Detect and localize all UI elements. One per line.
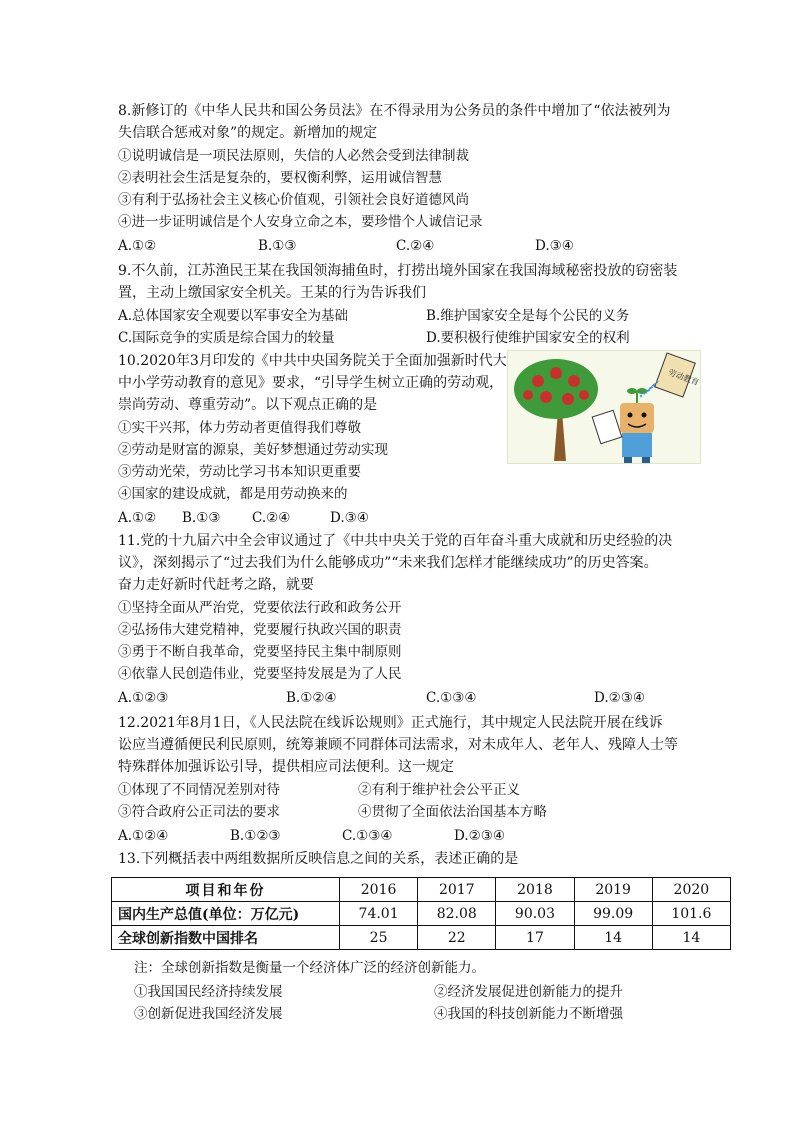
q11-statement-3: ③勇于不断自我革命，党要坚持民主集中制原则	[118, 644, 402, 660]
q11-stem-line1: 11.党的十九届六中全会审议通过了《中共中央关于党的百年奋斗重大成就和历史经验的决	[118, 533, 673, 549]
table-cell: 82.08	[418, 902, 496, 926]
q8-statement-2: ②表明社会生活是复杂的，要权衡利弊，运用诚信智慧	[118, 170, 442, 186]
table-year: 2017	[418, 878, 496, 902]
q10-stem-line1: 10.2020年3月印发的《中共中央国务院关于全面加强新时代大	[118, 353, 507, 369]
q10-option-b: B.①③	[182, 510, 221, 526]
q10-stem-line3: 崇尚劳动、尊重劳动”。以下观点正确的是	[118, 397, 378, 413]
q13-statement-2: ②经济发展促进创新能力的提升	[434, 984, 623, 1000]
q9-option-b: B.维护国家安全是每个公民的义务	[426, 308, 630, 324]
q10-statement-3: ③劳动光荣，劳动比学习书本知识更重要	[118, 464, 361, 480]
q12-stem-line3: 特殊群体加强诉讼引导，提供相应司法便利。这一规定	[118, 759, 454, 775]
q12-stem-line1: 12.2021年8月1日，《人民法院在线诉讼规则》正式施行，其中规定人民法院开展在线诉	[118, 715, 663, 731]
q10-statement-2: ②劳动是财富的源泉，美好梦想通过劳动实现	[118, 442, 388, 458]
gdp-innovation-table	[111, 877, 731, 950]
q13-statement-1: ①我国国民经济持续发展	[134, 984, 283, 1000]
table-cell: 90.03	[496, 902, 574, 926]
q13-statement-4: ④我国的科技创新能力不断增强	[434, 1006, 623, 1022]
q9-option-a: A.总体国家安全观要以军事安全为基础	[118, 308, 349, 324]
q11-statement-1: ①坚持全面从严治党，党要依法行政和政务公开	[118, 600, 402, 616]
table-cell: 101.6	[652, 902, 730, 926]
q13-stem: 13.下列概括表中两组数据所反映信息之间的关系，表述正确的是	[118, 851, 519, 867]
table-cell: 25	[340, 926, 418, 950]
q11-option-d: D.②③④	[594, 690, 645, 706]
tree-and-child-drawing	[508, 351, 700, 463]
q10-option-a: A.①②	[118, 510, 157, 526]
q12-option-c: C.①③④	[342, 828, 393, 844]
table-year: 2019	[574, 878, 652, 902]
table-year: 2020	[652, 878, 730, 902]
q13-statement-3: ③创新促进我国经济发展	[134, 1006, 283, 1022]
q11-statement-2: ②弘扬伟大建党精神，党要履行执政兴国的职责	[118, 622, 402, 638]
q8-option-c: C.②④	[396, 238, 435, 254]
q12-option-d: D.②③④	[454, 828, 505, 844]
q8-statement-1: ①说明诚信是一项民法原则，失信的人必然会受到法律制裁	[118, 148, 469, 164]
q12-statement-4: ④贯彻了全面依法治国基本方略	[358, 804, 547, 820]
q10-statement-1: ①实干兴邦，体力劳动者更值得我们尊敬	[118, 420, 361, 436]
q8-option-a: A.①②	[118, 238, 157, 254]
table-cell: 99.09	[574, 902, 652, 926]
book-label: 劳动教育	[667, 367, 700, 388]
table-year: 2018	[496, 878, 574, 902]
q12-statement-1: ①体现了不同情况差别对待	[118, 782, 280, 798]
q9-stem-line1: 9.不久前，江苏渔民王某在我国领海捕鱼时，打捞出境外国家在我国海域秘密投放的窃密装	[118, 263, 678, 279]
q11-option-b: B.①②④	[286, 690, 337, 706]
q8-statement-3: ③有利于弘扬社会主义核心价值观，引领社会良好道德风尚	[118, 192, 469, 208]
q12-statement-3: ③符合政府公正司法的要求	[118, 804, 280, 820]
q11-statement-4: ④依靠人民创造伟业，党要坚持发展是为了人民	[118, 666, 402, 682]
q9-stem-line2: 置，主动上缴国家安全机关。王某的行为告诉我们	[118, 285, 426, 301]
q8-option-b: B.①③	[258, 238, 297, 254]
table-year: 2016	[340, 878, 418, 902]
table-header-row	[112, 878, 731, 902]
q11-option-c: C.①③④	[426, 690, 477, 706]
q12-stem-line2: 讼应当遵循便民利民原则，统筹兼顾不同群体司法需求，对未成年人、老年人、残障人士等	[118, 737, 678, 753]
table-cell: 17	[496, 926, 574, 950]
q10-stem-line2: 中小学劳动教育的意见》要求，“引导学生树立正确的劳动观，	[118, 375, 504, 391]
q11-stem-line2: 议》，深刻揭示了“过去我们为什么能够成功”“未来我们怎样才能继续成功”的历史答案。	[118, 555, 658, 571]
q8-option-d: D.③④	[535, 238, 574, 254]
table-cell: 14	[652, 926, 730, 950]
q12-option-b: B.①②③	[230, 828, 281, 844]
table-row	[112, 926, 731, 950]
labor-education-illustration	[507, 350, 701, 464]
q10-statement-4: ④国家的建设成就，都是用劳动换来的	[118, 486, 348, 502]
q8-statement-4: ④进一步证明诚信是个人安身立命之本，要珍惜个人诚信记录	[118, 214, 483, 230]
q10-option-c: C.②④	[252, 510, 291, 526]
q12-statement-2: ②有利于维护社会公平正义	[358, 782, 520, 798]
table-header-label: 项目和年份	[112, 878, 340, 902]
q11-option-a: A.①②③	[118, 690, 169, 706]
child-head-icon	[620, 403, 654, 433]
q12-option-a: A.①②④	[118, 828, 169, 844]
q8-stem-line1: 8.新修订的《中华人民共和国公务员法》在不得录用为公务员的条件中增加了“依法被列为	[118, 103, 671, 119]
row-label-gdp: 国内生产总值(单位：万亿元)	[112, 902, 340, 926]
q13-note: 注：全球创新指数是衡量一个经济体广泛的经济创新能力。	[134, 960, 485, 976]
table-cell: 22	[418, 926, 496, 950]
q9-option-c: C.国际竞争的实质是综合国力的较量	[118, 330, 335, 346]
q9-option-d: D.要积极行使维护国家安全的权利	[426, 330, 630, 346]
table-row	[112, 902, 731, 926]
table-cell: 74.01	[340, 902, 418, 926]
table-cell: 14	[574, 926, 652, 950]
row-label-innovation-rank: 全球创新指数中国排名	[112, 926, 340, 950]
q10-option-d: D.③④	[330, 510, 369, 526]
child-body-icon	[622, 433, 652, 457]
q8-stem-line2: 失信联合惩戒对象”的规定。新增加的规定	[118, 125, 378, 141]
q11-stem-line3: 奋力走好新时代赶考之路，就要	[118, 577, 314, 593]
